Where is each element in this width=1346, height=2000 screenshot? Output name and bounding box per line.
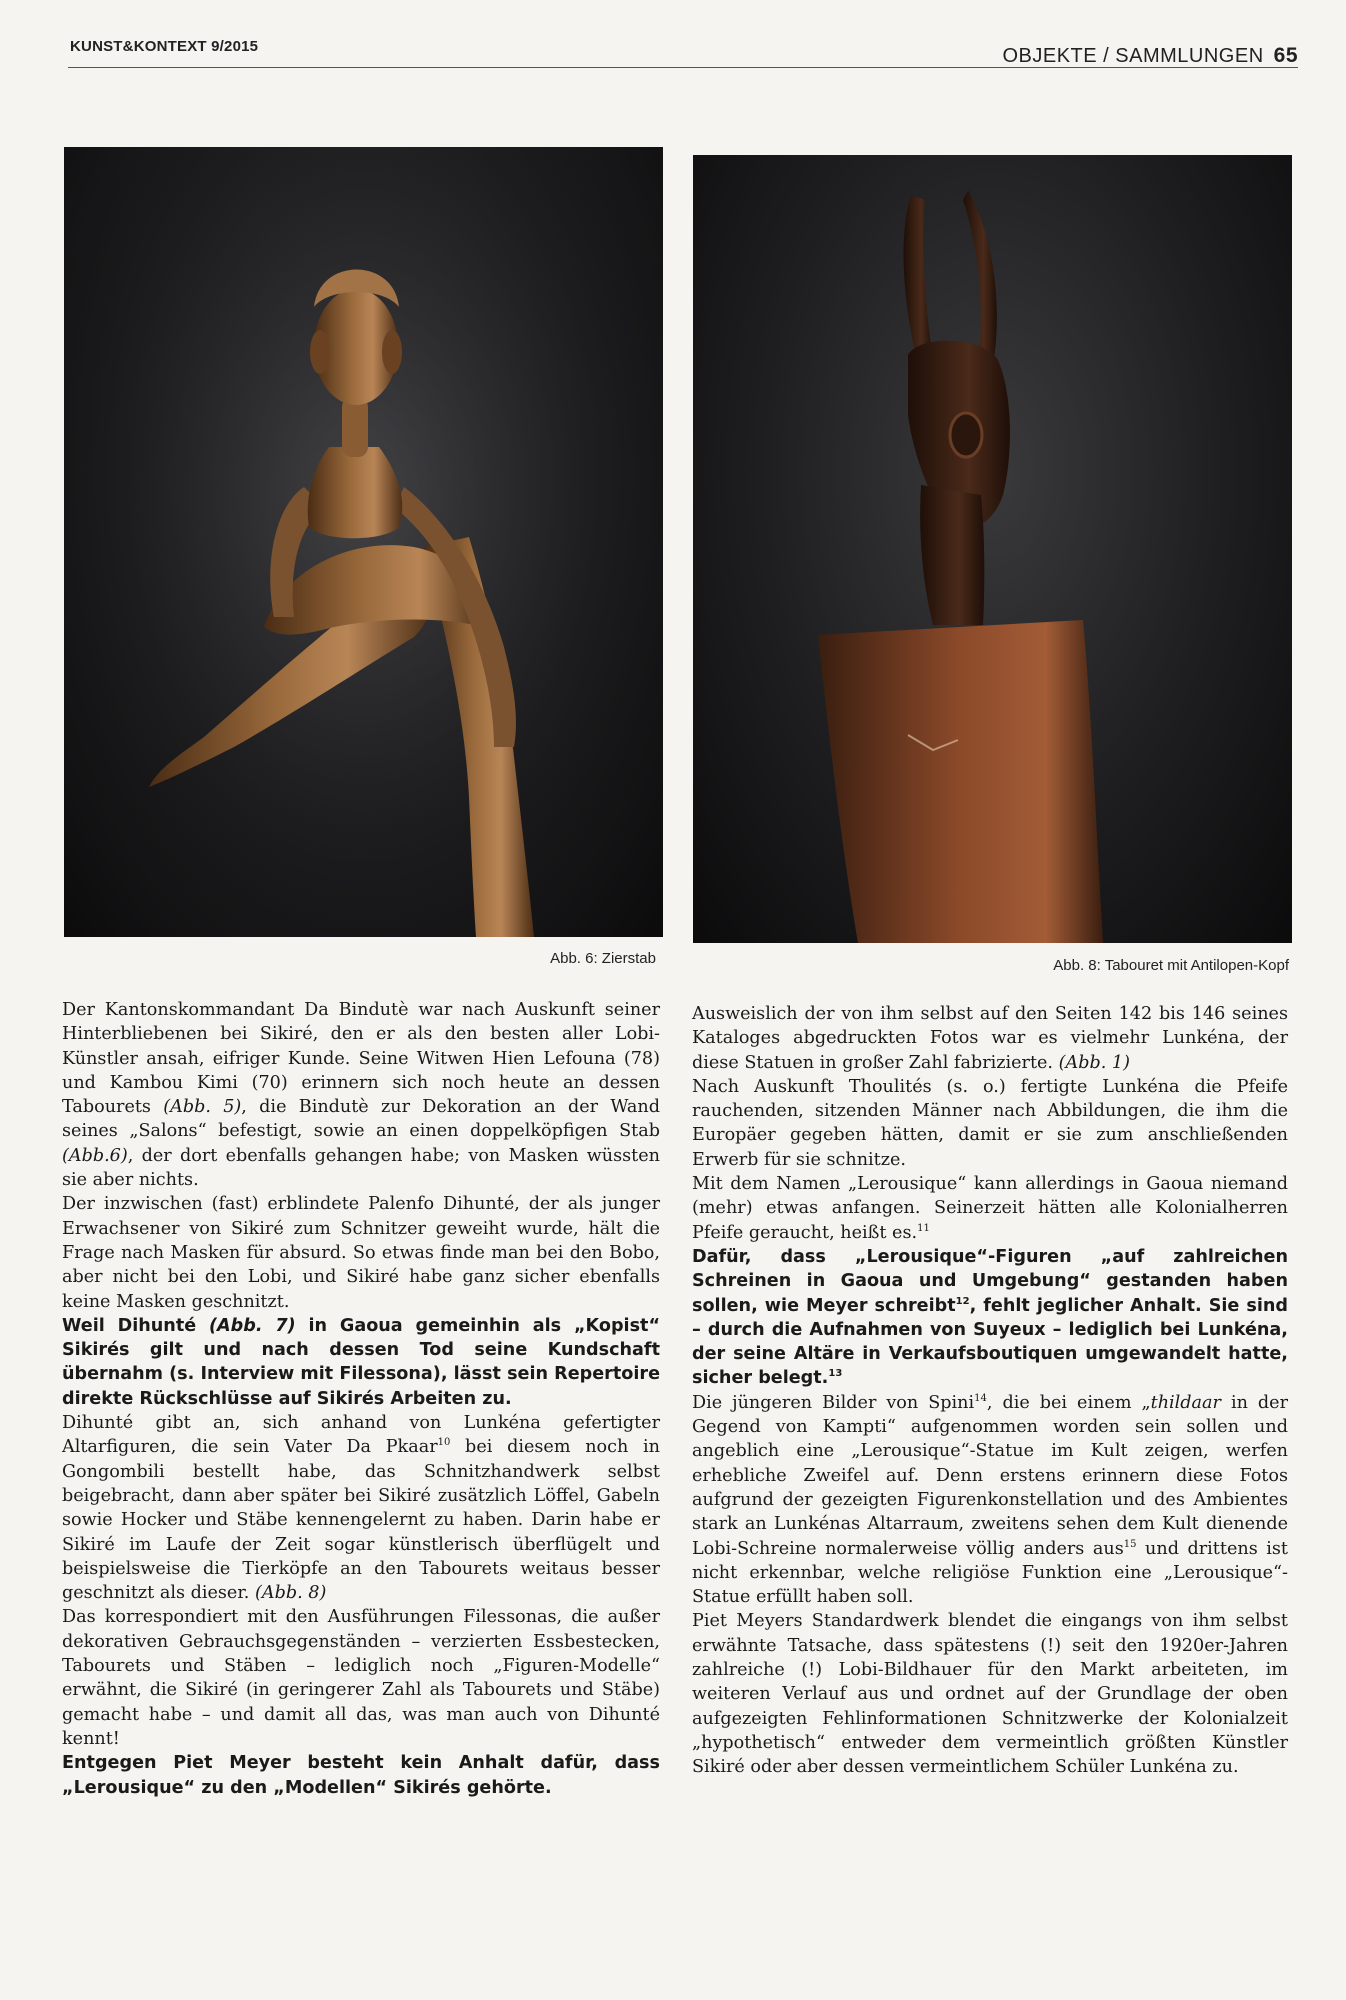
paragraph xyxy=(62,1192,660,1313)
text-segment: Das korrespondiert mit den Ausführungen Filessonas, die außer dekorativen Gebrauchsgegenständen – verzierten Essbestecken, Tabourets und Stäben – lediglich noch „Figuren-Modelle“ erwähnt, die Sikiré (in geringerer Zahl als Tabourets und Stäbe) gemacht habe – und damit all das, was man auch von Dihunté kennt! xyxy=(62,1607,660,1749)
text-segment: Dihunté gibt an, sich anhand von Lunkéna gefertigter Altarfiguren, die sein Vater Da Pkaar xyxy=(62,1413,660,1458)
text-segment: Die jüngeren Bilder von Spini xyxy=(692,1392,975,1413)
text-segment: Mit dem Namen „Lerousique“ kann allerdings in Gaoua niemand (mehr) etwas anfangen. Seinerzeit hätten alle Kolonialherren Pfeife geraucht, heißt es. xyxy=(692,1174,1288,1243)
photo-tabouret xyxy=(693,155,1292,943)
text-segment: , die Bindutè zur Dekoration an der Wand seines „Salons“ befestigt, sowie an einen doppelköpfigen Stab xyxy=(62,1097,660,1142)
text-segment: , der dort ebenfalls gehangen habe; von Masken wüssten sie aber nichts. xyxy=(62,1145,660,1191)
text-segment: Dafür, dass „Lerousique“-Figuren „auf zahlreichen Schreinen in Gaoua und Umgebung“ gestanden haben sollen, wie Meyer schreibt xyxy=(692,1246,1288,1316)
header-publication: KUNST&KONTEXT 9/2015 xyxy=(70,38,259,55)
paragraph xyxy=(62,1411,660,1605)
caption-abb-8: Abb. 8: Tabouret mit Antilopen-Kopf xyxy=(1053,957,1289,974)
text-segment: und drittens ist nicht erkennbar, welche religiöse Funktion eine „Lerousique“-Statue erfüllt haben soll. xyxy=(692,1538,1289,1608)
footnote-ref: 15 xyxy=(1123,1538,1137,1550)
text-column-right xyxy=(692,1002,1288,1780)
text-segment: , die bei einem „ xyxy=(986,1392,1151,1413)
paragraph xyxy=(692,1002,1288,1075)
text-segment: in Gaoua gemeinhin als „Kopist“ Sikirés gilt und nach dessen Tod seine Kundschaft übernahm (s. Interview mit Filessona), lässt sein Repertoire direkte Rückschlüsse auf Sikirés Arbeiten zu. xyxy=(62,1315,661,1409)
highlight-paragraph xyxy=(62,1751,660,1800)
footnote-ref: 12 xyxy=(955,1295,970,1307)
text-segment: Ausweislich der von ihm selbst auf den Seiten 142 bis 146 seines Kataloges abgedruckten Fotos war es vielmehr Lunkéna, der diese Statuen in großer Zahl fabrizierte. xyxy=(692,1004,1288,1073)
tabouret-illustration xyxy=(693,155,1292,943)
text-segment: Der Kantonskommandant Da Bindutè war nach Auskunft seiner Hinterbliebenen bei Sikiré, den er als den besten aller Lobi-Künstler ansah, eifriger Kunde. Seine Witwen Hien Lefouna (78) und Kambou Kimi (70) erinnern sich noch heute an dessen Tabourets xyxy=(62,1000,660,1118)
paragraph xyxy=(692,1609,1288,1779)
highlight-paragraph xyxy=(692,1245,1288,1391)
text-segment: , fehlt jeglicher Anhalt. Sie sind – durch die Aufnahmen von Suyeux – lediglich bei Lunkéna, der seine Altäre in Verkaufsboutiquen umgewandelt hatte, sicher belegt. xyxy=(692,1295,1288,1389)
text-segment: Nach Auskunft Thoulités (s. o.) fertigte Lunkéna die Pfeife rauchenden, sitzenden Männer nach Abbildungen, die ihm die Europäer gegeben hätten, damit er sie zum anschließenden Erwerb für sie schnitze. xyxy=(692,1076,1288,1170)
text-segment: Der inzwischen (fast) erblindete Palenfo Dihunté, der als junger Erwachsener von Sikiré zum Schnitzer geweiht wurde, hält die Frage nach Masken für absurd. So etwas finde man bei den Bobo, aber nicht bei den Lobi, und Sikiré habe ganz sicher ebenfalls keine Masken geschnitzt. xyxy=(62,1194,660,1312)
page-number: 65 xyxy=(1273,44,1298,67)
header-section xyxy=(1002,44,1298,68)
text-column-left xyxy=(62,998,660,1800)
text-segment: bei diesem noch in Gongombili bestellt habe, das Schnitzhandwerk selbst beigebracht, dann aber später bei Sikiré zusätzlich Löffel, Gabeln sowie Hocker und Stäbe kennengelernt zu haben. Darin habe er Sikiré im Laufe der Zeit sogar künstlerisch überflügelt und beispielsweise die Tierköpfe an den Tabourets weitaus besser geschnitzt als dieser. xyxy=(62,1437,660,1604)
caption-abb-6: Abb. 6: Zierstab xyxy=(550,950,656,967)
zierstab-illustration xyxy=(64,147,663,937)
text-segment: in der Gegend von Kampti“ aufgenommen worden sein sollen und angeblich eine „Lerousique“-Statue im Kult zeigen, werfen erhebliche Zweifel auf. Denn erstens erinnern diese Fotos aufgrund der gezeigten Figurenkonstellation und des Ambientes stark an Lunkénas Altarraum, zweitens sehen dem Kult dienende Lobi-Schreine normalerweise völlig anders aus xyxy=(692,1392,1288,1559)
paragraph xyxy=(692,1075,1288,1172)
paragraph xyxy=(692,1391,1288,1610)
footnote-ref: 13 xyxy=(828,1368,843,1380)
text-segment: Entgegen Piet Meyer besteht kein Anhalt dafür, dass „Lerousique“ zu den „Modellen“ Sikirés gehörte. xyxy=(62,1753,660,1798)
italic-text: (Abb.6) xyxy=(62,1145,128,1166)
photo-zierstab xyxy=(64,147,663,937)
paragraph xyxy=(62,998,660,1192)
section-title: OBJEKTE / SAMMLUNGEN xyxy=(1002,45,1264,67)
italic-text: thildaar xyxy=(1150,1392,1221,1413)
footnote-ref: 14 xyxy=(974,1392,987,1404)
paragraph xyxy=(692,1172,1288,1245)
header-rule xyxy=(68,67,1298,68)
text-segment: Piet Meyers Standardwerk blendet die eingangs von ihm selbst erwähnte Tatsache, dass spätestens (!) seit den 1920er-Jahren zahlreiche (!) Lobi-Bildhauer für den Markt arbeiteten, im weiteren Verlauf aus und ordnet auf der Grundlage der oben aufgezeigten Fehlinformationen Schnitzwerke der Kolonialzeit „hypothetisch“ entweder dem vermeintlich größten Künstler Sikiré oder aber dessen vermeintlichem Schüler Lunkéna zu. xyxy=(692,1611,1288,1778)
italic-text: (Abb. 5) xyxy=(163,1097,242,1118)
italic-text: (Abb. 7) xyxy=(209,1315,296,1336)
italic-text: (Abb. 1) xyxy=(1058,1052,1130,1073)
footnote-ref: 10 xyxy=(437,1437,451,1449)
italic-text: (Abb. 8) xyxy=(255,1583,327,1604)
footnote-ref: 11 xyxy=(917,1222,930,1234)
text-segment: Weil Dihunté xyxy=(62,1315,209,1336)
highlight-paragraph xyxy=(62,1314,660,1411)
paragraph xyxy=(62,1605,660,1751)
